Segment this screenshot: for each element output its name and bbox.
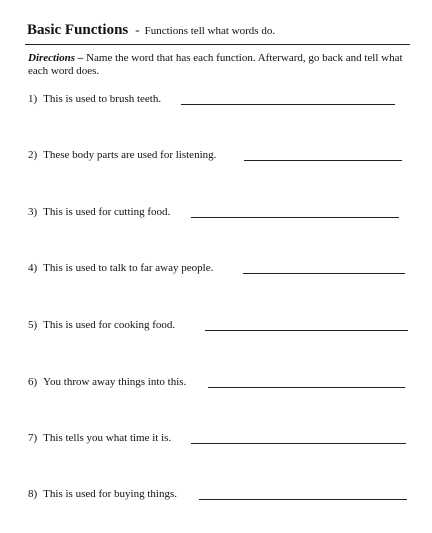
- question-number: 7): [28, 432, 38, 444]
- question-2: [28, 149, 216, 162]
- question-text: This tells you what time it is.: [43, 432, 172, 444]
- worksheet-header: [27, 21, 417, 39]
- question-number: 5): [28, 319, 38, 331]
- title-separator: -: [135, 22, 140, 37]
- question-3: [28, 206, 170, 219]
- worksheet-subtitle: Functions tell what words do.: [144, 25, 276, 37]
- question-number: 8): [28, 488, 38, 500]
- worksheet-title: Basic Functions: [27, 22, 129, 38]
- question-number: 4): [28, 262, 38, 274]
- question-text: This is used for cooking food.: [43, 319, 176, 331]
- directions-label: Directions –: [28, 52, 84, 64]
- question-1: [28, 93, 161, 106]
- question-7: [28, 432, 171, 445]
- answer-blank-1[interactable]: [181, 104, 395, 105]
- question-number: 3): [28, 206, 38, 218]
- question-6: [28, 376, 186, 389]
- answer-blank-2[interactable]: [244, 160, 402, 161]
- answer-blank-4[interactable]: [243, 273, 405, 274]
- question-8: [28, 488, 177, 501]
- question-number: 6): [28, 376, 38, 388]
- question-number: 2): [28, 149, 38, 161]
- header-divider: [25, 44, 410, 45]
- answer-blank-8[interactable]: [199, 499, 407, 500]
- directions-text: Name the word that has each function. Afterward, go back and tell what each word does.: [28, 52, 403, 77]
- question-number: 1): [28, 93, 38, 105]
- answer-blank-7[interactable]: [191, 443, 406, 444]
- question-text: This is used to talk to far away people.: [43, 262, 214, 274]
- question-text: These body parts are used for listening.: [43, 149, 217, 161]
- question-text: You throw away things into this.: [43, 376, 187, 388]
- answer-blank-5[interactable]: [205, 330, 408, 331]
- question-5: [28, 319, 175, 332]
- answer-blank-6[interactable]: [208, 387, 405, 388]
- answer-blank-3[interactable]: [191, 217, 399, 218]
- question-text: This is used for buying things.: [43, 488, 178, 500]
- question-4: [28, 262, 213, 275]
- directions: [28, 52, 408, 78]
- question-text: This is used for cutting food.: [43, 206, 171, 218]
- question-text: This is used to brush teeth.: [43, 93, 162, 105]
